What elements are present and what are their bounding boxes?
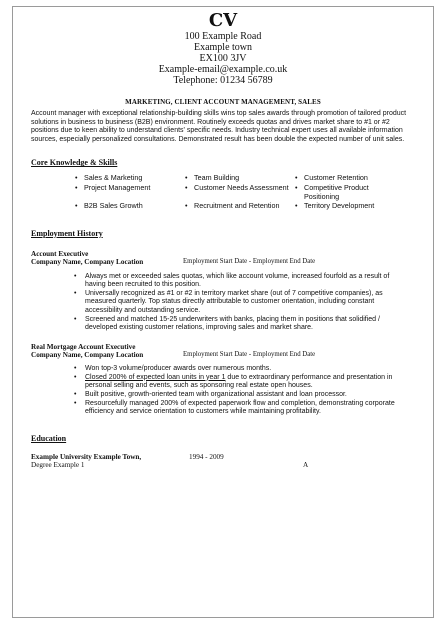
job-title: Account Executive bbox=[31, 249, 89, 258]
education-degree: Degree Example 1 bbox=[31, 460, 85, 469]
skill-item: • B2B Sales Growth bbox=[75, 202, 185, 211]
skill-item: • Customer Retention bbox=[295, 174, 405, 183]
job-duty: • Won top-3 volume/producer awards over numerous months. bbox=[74, 365, 409, 373]
address-line-postcode: EX100 3JV bbox=[199, 53, 247, 64]
job-duties-list bbox=[74, 273, 409, 333]
job-company-line bbox=[31, 258, 433, 266]
education-years: 1994 - 2009 bbox=[189, 452, 224, 461]
job-entry bbox=[13, 250, 433, 333]
job-company: Company Name, Company Location bbox=[31, 257, 144, 266]
job-duty: • Always met or exceeded sales quotas, which like account volume, increased fourfold as a result of having been recruited to this position. bbox=[74, 273, 409, 290]
job-duty: • Universally recognized as #1 or #2 in territory market share (out of 7 competitive companies), as measured quarterly. Top status directly attributable to customer orientation, including constant accessibility and outstanding service. bbox=[74, 290, 409, 315]
skill-item: • Competitive Product Positioning bbox=[295, 184, 405, 201]
education-degree-line bbox=[31, 461, 433, 469]
telephone-line: Telephone: 01234 56789 bbox=[173, 75, 273, 86]
address-line-town: Example town bbox=[193, 42, 253, 53]
skill-item: • Team Building bbox=[185, 174, 295, 183]
skill-item: • Territory Development bbox=[295, 202, 405, 211]
email-line: Example-email@example.co.uk bbox=[158, 64, 288, 75]
job-dates: Employment Start Date - Employment End Date bbox=[183, 350, 316, 358]
education-university: Example University Example Town, bbox=[31, 452, 142, 461]
cv-header bbox=[13, 11, 433, 86]
education-grade: A bbox=[303, 460, 309, 469]
cv-title: CV bbox=[208, 10, 238, 31]
job-duty-highlight: Closed 200% of expected loan units in year 1 bbox=[85, 373, 226, 381]
skills-list bbox=[75, 174, 433, 210]
skill-item: • Project Management bbox=[75, 184, 185, 201]
job-entry bbox=[13, 343, 433, 417]
education-university-line bbox=[31, 453, 433, 461]
job-duty bbox=[74, 374, 409, 391]
job-duties-list bbox=[74, 365, 409, 417]
job-dates: Employment Start Date - Employment End Date bbox=[183, 257, 316, 265]
cv-page bbox=[12, 6, 434, 618]
job-company-line bbox=[31, 351, 433, 359]
employment-heading: Employment History bbox=[31, 228, 103, 238]
profile-heading: MARKETING, CLIENT ACCOUNT MANAGEMENT, SALES bbox=[125, 98, 321, 106]
job-title: Real Mortgage Account Executive bbox=[31, 342, 136, 351]
job-duty: • Resourcefully managed 200% of expected paperwork flow and completion, demonstrating corporate efficiency and service orientation to customers while maintaining profitability. bbox=[74, 400, 409, 417]
skills-heading: Core Knowledge & Skills bbox=[31, 158, 118, 168]
address-line-road: 100 Example Road bbox=[184, 31, 262, 42]
skill-item: • Recruitment and Retention bbox=[185, 202, 295, 211]
skill-item: • Customer Needs Assessment bbox=[185, 184, 295, 201]
job-company: Company Name, Company Location bbox=[31, 350, 144, 359]
job-duty-rest: due to extraordinary performance and presentation in personal selling and events, such as sponsoring real estate open houses. bbox=[85, 373, 393, 389]
skill-item: • Sales & Marketing bbox=[75, 174, 185, 183]
education-heading: Education bbox=[31, 433, 67, 443]
job-duty: • Screened and matched 15-25 underwriters with banks, placing them in positions that solidified / developed existing customer relations, improving sales and market share. bbox=[74, 316, 409, 333]
profile-summary: Account manager with exceptional relationship-building skills wins top sales awards through promotion of tailored product solutions in business to business (B2B) environment. Routinely exceeds quotas and drives market share to #1 or #2 positions due to keen ability to understand clients' specific needs. Industry technical expert uses all available information sources, especially personalized consultations. Demonstrated result has been double the expected number of unit sales. bbox=[31, 110, 407, 143]
job-duty: • Built positive, growth-oriented team with organizational assistant and loan processor. bbox=[74, 391, 409, 399]
